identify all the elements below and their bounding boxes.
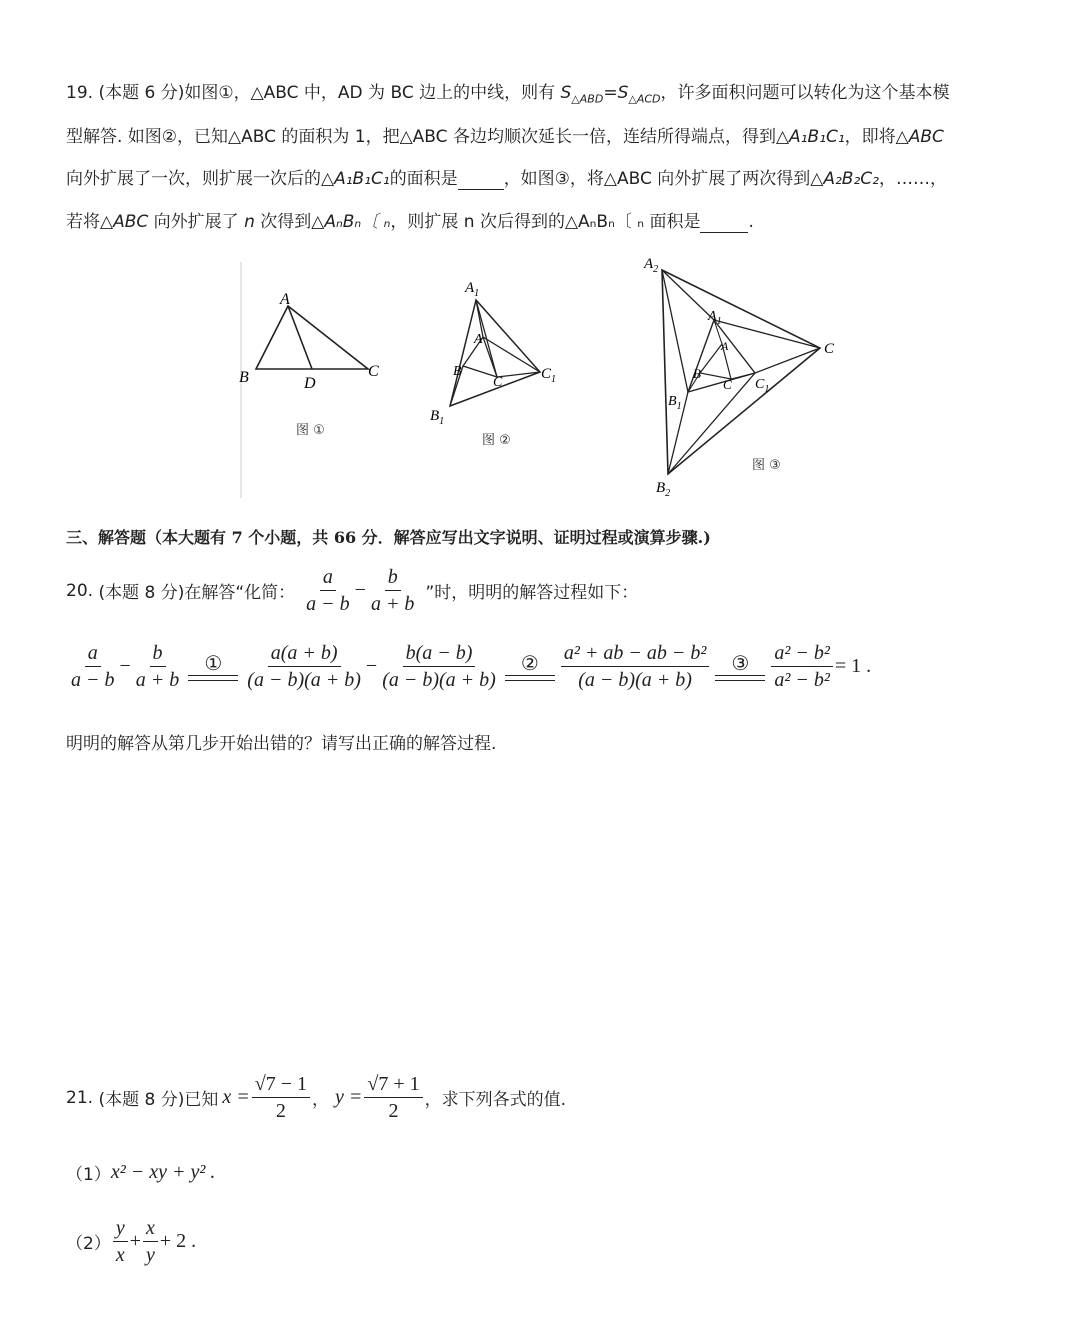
label-b: B	[239, 369, 249, 386]
label-b1: $B_1$	[668, 394, 682, 412]
q19-line3-b: 的面积是	[389, 169, 458, 189]
x-denominator: 2	[275, 1100, 286, 1122]
figure-2-caption: 图 ②	[482, 433, 511, 448]
area-subscript-acd: △ACD	[628, 92, 661, 106]
q21-points: (本题 8 分)	[98, 1090, 185, 1110]
minus-sign: −	[354, 579, 366, 601]
figure-3	[643, 256, 835, 499]
label-b1: $B_1$	[430, 408, 445, 427]
frac-denominator: (a − b)(a + b)	[578, 669, 692, 691]
label-c: C	[723, 377, 732, 392]
frac-denominator: a + b	[370, 593, 415, 615]
x-equals: x =	[222, 1086, 250, 1108]
frac-denominator: y	[146, 1244, 155, 1266]
variable-n: n	[244, 212, 255, 232]
q21-number: 21.	[66, 1087, 94, 1108]
q21-statement	[66, 1073, 566, 1122]
frac-numerator: a	[320, 566, 336, 591]
q21-part-1	[66, 1160, 215, 1185]
plus-sign: +	[129, 1230, 141, 1252]
frac-numerator: a(a + b)	[268, 642, 341, 667]
step-2-marker: ②	[505, 653, 555, 681]
label-b: B	[693, 366, 701, 381]
frac-numerator: a	[85, 642, 101, 667]
frac-denominator: a + b	[135, 669, 180, 691]
label-a2: $A_2$	[644, 256, 659, 275]
step-1-marker: ①	[188, 653, 238, 681]
frac-numerator: a² + ab − ab − b²	[561, 642, 709, 667]
q20-points: (本题 8 分)	[98, 583, 185, 603]
q21-given: 已知	[184, 1090, 219, 1110]
label-b: B	[453, 364, 462, 379]
minus-sign: −	[365, 655, 378, 677]
y-numerator: √7 + 1	[364, 1073, 422, 1098]
label-c1: $C_1$	[541, 366, 557, 385]
q19-line3	[66, 164, 947, 190]
minus-sign: −	[119, 655, 131, 677]
answer-blank-2[interactable]	[700, 212, 748, 233]
label-a1: $A_1$	[708, 309, 722, 327]
geometry-figures	[0, 240, 1080, 510]
frac-numerator: b(a − b)	[403, 642, 476, 667]
q19-line2	[66, 122, 944, 147]
q19-line3-d: ，……，	[878, 169, 947, 189]
figure-3-caption: 图 ③	[752, 458, 781, 473]
y-equals: y =	[334, 1086, 363, 1108]
figure-2	[430, 280, 556, 448]
q19-line3-c: ，如图③，将△ABC 向外扩展了两次得到△	[503, 169, 824, 189]
q19-line1	[66, 78, 950, 105]
area-symbol: S	[560, 83, 572, 103]
frac-numerator: a² − b²	[771, 642, 833, 667]
q20-question: 明明的解答从第几步开始出错的？请写出正确的解答过程.	[66, 734, 497, 754]
label-a: A	[474, 332, 483, 347]
step-3-marker: ③	[715, 653, 765, 681]
frac-denominator: a − b	[306, 593, 350, 615]
q20-number: 20.	[66, 580, 94, 601]
answer-blank-1[interactable]	[458, 169, 504, 190]
q20-solution-steps	[66, 642, 871, 691]
q19-line4-d: ，则扩展 n 次后得到的△AₙBₙ〔 ₙ 面积是	[390, 212, 701, 232]
figure-1-caption: 图 ①	[296, 423, 325, 438]
triangle-a1b1c1: A₁B₁C₁	[334, 169, 390, 189]
frac-numerator: b	[150, 642, 166, 667]
area-subscript-abd: △ABD	[571, 92, 604, 106]
label-c: C	[368, 363, 379, 380]
label-b2: $B_2$	[656, 480, 671, 499]
q19-line2-mid: ，即将△	[844, 127, 909, 147]
part-1-label: （1）	[66, 1165, 111, 1185]
q19-line4-text: 若将△	[66, 212, 114, 232]
triangle-abc: ABC	[908, 127, 944, 147]
q19-line3-text: 向外扩展了一次，则扩展一次后的△	[66, 169, 335, 189]
figure-1	[239, 291, 379, 438]
q19-line2-text: 型解答. 如图②，已知△ABC 的面积为 1，把△ABC 各边均顺次延长一倍，连结所得端点，得到△	[66, 127, 790, 147]
q19-line4-c: 次得到△	[254, 212, 325, 232]
label-c: C	[493, 375, 503, 390]
triangle-abc: ABC	[113, 212, 149, 232]
area-symbol: S	[617, 83, 629, 103]
q19-line1-tail: ，许多面积问题可以转化为这个基本模	[660, 83, 950, 103]
frac-denominator: x	[115, 1244, 125, 1266]
q21-part-2	[66, 1217, 196, 1266]
label-d: D	[304, 375, 316, 392]
q20-intro	[66, 566, 638, 615]
q19-line4	[66, 207, 754, 233]
triangle-a1b1c1: A₁B₁C₁	[789, 127, 845, 147]
q19-line4-b: 向外扩展了	[148, 212, 245, 232]
section-heading: 三、解答题（本大题有 7 个小题，共 66 分．解答应写出文字说明、证明过程或演算步骤.)	[66, 528, 711, 547]
equals-sign: =	[603, 83, 618, 103]
frac-numerator: y	[113, 1217, 128, 1242]
label-a: A	[721, 339, 729, 353]
label-a1: $A_1$	[465, 280, 480, 299]
q20-intro-text: 在解答“化简：	[184, 583, 296, 603]
frac-denominator: a − b	[71, 669, 115, 691]
part-1-expression: x² − xy + y² .	[110, 1161, 216, 1183]
frac-numerator: x	[143, 1217, 158, 1242]
q19-line1-text: 如图①，△ABC 中，AD 为 BC 边上的中线，则有	[184, 83, 561, 103]
frac-numerator: b	[385, 566, 401, 591]
label-a: A	[280, 291, 290, 308]
label-c1: $C_1$	[755, 377, 770, 395]
frac-denominator: (a − b)(a + b)	[247, 669, 361, 691]
frac-denominator: a² − b²	[774, 669, 830, 691]
comma: ，	[311, 1090, 329, 1110]
part-2-label: （2）	[66, 1234, 111, 1254]
part-2-tail: + 2 .	[159, 1230, 197, 1252]
q21-tail: ，求下列各式的值.	[424, 1090, 567, 1110]
triangle-anbncn: AₙBₙ〔 ₙ	[324, 212, 391, 232]
y-denominator: 2	[388, 1100, 399, 1122]
x-numerator: √7 − 1	[252, 1073, 310, 1098]
frac-denominator: (a − b)(a + b)	[382, 669, 496, 691]
triangle-a2b2c2: A₂B₂C₂	[823, 169, 879, 189]
result: = 1 .	[834, 655, 872, 677]
label-c-outer: C	[824, 341, 835, 357]
q19-points: (本题 6 分)	[98, 83, 185, 103]
q19-number: 19.	[66, 83, 94, 103]
q19-line4-end: .	[748, 212, 754, 232]
q20-intro-tail: ”时，明明的解答过程如下：	[425, 583, 639, 603]
